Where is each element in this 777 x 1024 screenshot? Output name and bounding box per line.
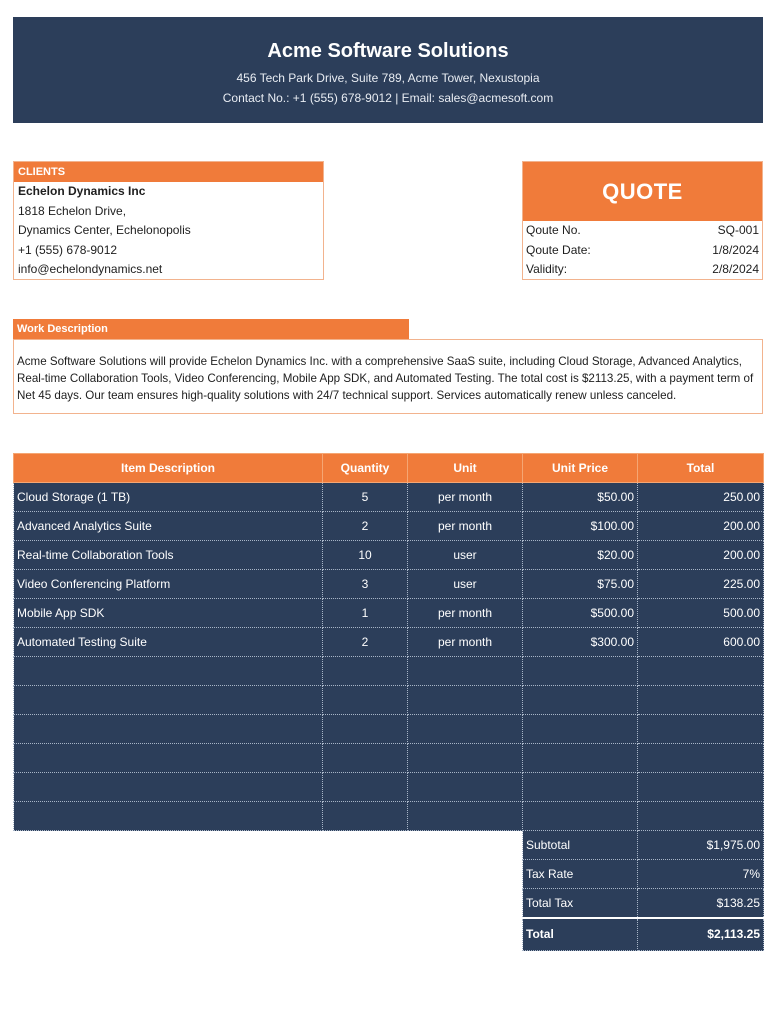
empty-table-row [14,802,764,831]
header-quantity: Quantity [323,454,408,483]
item-total: 500.00 [638,599,764,628]
item-description: Mobile App SDK [14,599,323,628]
item-total: 200.00 [638,512,764,541]
item-quantity: 2 [323,628,408,657]
quote-number-value: SQ-001 [717,223,759,237]
client-name: Echelon Dynamics Inc [18,184,146,198]
work-description-text: Acme Software Solutions will provide Echelon Dynamics Inc. with a comprehensive SaaS suite, including Cloud Storage, Advanced Analytics, Real-time Collaboration Tools, Video Conferencing, Mobile App SDK, and Automated Testing. The total cost is $2113.25, with a payment term of Net 45 days. Our team ensures high-quality solutions with 24/7 technical support. Services automatically renew unless canceled. [13,339,763,414]
item-unit: per month [408,512,523,541]
clients-box [13,161,324,280]
item-description: Real-time Collaboration Tools [14,541,323,570]
table-row [14,541,764,570]
item-total: 225.00 [638,570,764,599]
subtotal-value: $1,975.00 [638,831,764,860]
item-total: 600.00 [638,628,764,657]
empty-table-row [14,773,764,802]
item-unit-price: $300.00 [523,628,638,657]
item-total: 200.00 [638,541,764,570]
grand-total-row [523,918,764,951]
total-tax-row [523,889,764,918]
quote-date-value: 1/8/2024 [712,242,759,257]
quote-validity-label: Validity: [526,262,568,277]
client-address-line-2: Dynamics Center, Echelonopolis [18,223,191,238]
work-description-title: Work Description [13,319,409,339]
quote-date-row [523,241,762,261]
item-unit-price: $20.00 [523,541,638,570]
client-email: info@echelondynamics.net [18,262,163,277]
item-description: Automated Testing Suite [14,628,323,657]
table-row [14,570,764,599]
grand-total-value: $2,113.25 [638,918,764,951]
subtotal-row [523,831,764,860]
item-description: Cloud Storage (1 TB) [14,483,323,512]
empty-table-row [14,657,764,686]
item-quantity: 2 [323,512,408,541]
grand-total-label: Total [523,918,638,951]
company-name: Acme Software Solutions [267,40,509,62]
tax-rate-value: 7% [638,860,764,889]
item-total: 250.00 [638,483,764,512]
subtotal-label: Subtotal [523,831,638,860]
company-header [13,17,763,123]
empty-table-row [14,744,764,773]
item-unit: user [408,541,523,570]
item-description: Advanced Analytics Suite [14,512,323,541]
header-total: Total [638,454,764,483]
items-table [13,453,764,831]
quote-box [522,161,763,280]
quote-date-label: Qoute Date: [526,242,591,257]
client-address-line-1: 1818 Echelon Drive, [18,203,127,218]
quote-validity-row [523,260,762,280]
quote-validity-value: 2/8/2024 [712,262,759,277]
quote-number-row [523,221,762,241]
totals-table [522,830,764,951]
empty-table-row [14,715,764,744]
item-quantity: 1 [323,599,408,628]
company-address: 456 Tech Park Drive, Suite 789, Acme Tower, Nexustopia [236,71,540,85]
header-unit: Unit [408,454,523,483]
empty-table-row [14,686,764,715]
item-unit: per month [408,483,523,512]
item-unit: per month [408,628,523,657]
header-unit-price: Unit Price [523,454,638,483]
total-tax-value: $138.25 [638,889,764,918]
header-item-description: Item Description [14,454,323,483]
table-row [14,483,764,512]
item-unit-price: $50.00 [523,483,638,512]
item-quantity: 5 [323,483,408,512]
table-row [14,512,764,541]
item-unit-price: $500.00 [523,599,638,628]
item-unit: user [408,570,523,599]
item-description: Video Conferencing Platform [14,570,323,599]
clients-title: CLIENTS [14,162,323,182]
client-phone: +1 (555) 678-9012 [18,242,118,257]
company-contact: Contact No.: +1 (555) 678-9012 | Email: sales@acmesoft.com [222,91,554,105]
total-tax-label: Total Tax [523,889,638,918]
item-unit-price: $75.00 [523,570,638,599]
item-unit-price: $100.00 [523,512,638,541]
quote-title: QUOTE [523,162,762,221]
tax-rate-label: Tax Rate [523,860,638,889]
item-quantity: 10 [323,541,408,570]
items-header-row [14,454,764,483]
table-row [14,599,764,628]
quote-number-label: Qoute No. [526,223,581,237]
item-unit: per month [408,599,523,628]
table-row [14,628,764,657]
tax-rate-row [523,860,764,889]
item-quantity: 3 [323,570,408,599]
